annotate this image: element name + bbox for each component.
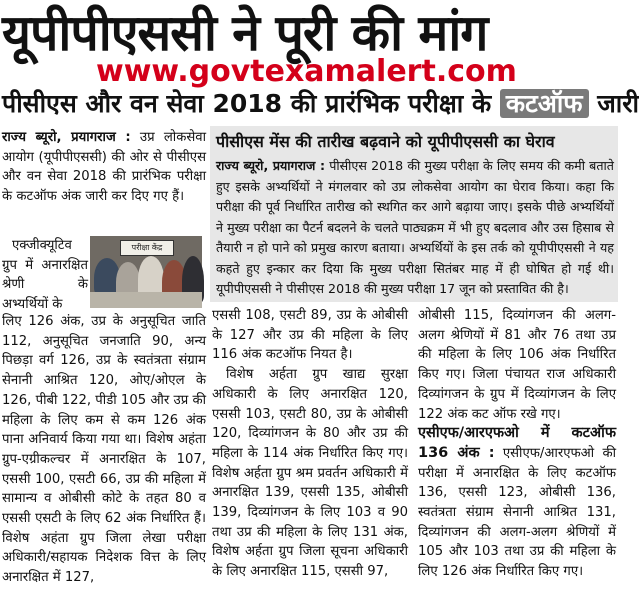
intro-text: उप्र लोकसेवा आयोग (यूपीपीएससी) की ओर से पीसीएस और वन सेवा 2018 की प्रारंभिक परीक्षा के कटऑफ अंक जारी कर दिए गए हैं। bbox=[2, 130, 206, 205]
wrap-text: एक्जीक्यूटिव ग्रुप में अनारक्षित श्रेणी के अभ्यर्थियों के bbox=[2, 238, 88, 313]
column-2-para-2: विशेष अर्हता ग्रुप खाद्य सुरक्षा अधिकारी के लिए अनारक्षित 120, एससी 103, एसटी 80, उप्र के ओबीसी 120, दिव्यांगजन के 80 और उप्र की महिला के 114 अंक निर्धारित किए गए। विशेष अर्हता ग्रुप श्रम प्रवर्तन अधिकारी में अनारक्षित 139, एससी 135, ओबीसी 139, दिव्यांगजन के लिए 103 व 90 तथा उप्र की महिला के लिए 131 अंक, विशेष अर्हता ग्रुप जिला सूचना अधिकारी के लिए अनारक्षित 115, एससी 97, bbox=[212, 367, 408, 580]
dateline: राज्य ब्यूरो, प्रयागराज : bbox=[2, 130, 131, 145]
news-photo bbox=[90, 236, 202, 308]
column-2-para-1: एससी 108, एसटी 89, उप्र के ओबीसी के 127 और उप्र की महिला के लिए 116 अंक कटऑफ नियत है। bbox=[212, 308, 408, 363]
column-1-body bbox=[2, 312, 206, 599]
subhead-end: जारी bbox=[588, 89, 639, 118]
sidebar-story-box bbox=[210, 126, 618, 302]
column-3-lead: एसीएफ/आरएफओ में कटऑफ 136 अंक : bbox=[418, 425, 616, 461]
column-1-text: लिए 126 अंक, उप्र के अनुसूचित जाति 112, अनुसूचित जनजाति 90, अन्य पिछड़ा वर्ग 126, उप्र के स्वतंत्रता संग्राम सेनानी आश्रित 120, ओए/ओएल के 126, पीबी 122, पीडी 105 और उप्र की महिला के लिए कम से कम 126 अंक पाना अनिवार्य किया गया था। विशेष अहंता ग्रुप-एग्रीकल्चर में अनारक्षित के 107, एससी 100, एसटी 66, उप्र की महिला में सामान्य व ओबीसी कोटे के तहत 80 व एससी एसटी के लिए 62 अंक निर्धारित हैं। विशेष अहंता ग्रुप जिला लेखा परीक्षा अधिकारी/सहायक निदेशक वित्त के लिए अनारक्षित में 127, bbox=[2, 314, 206, 586]
subhead-highlight: कटऑफ bbox=[500, 89, 589, 118]
watermark: www.govtexamalert.com bbox=[96, 54, 517, 89]
photo-sign: परीक्षा केंद्र bbox=[120, 240, 174, 256]
box-text: पीसीएस 2018 की मुख्य परीक्षा के लिए समय की कमी बताते हुए इसके अभ्यर्थियों ने मंगलवार को उप्र लोकसेवा आयोग का घेराव किया। कहा कि परीक्षा की पूर्व निर्धारित तारीख को स्थगित कर आगे बढ़ाया जाए। इसके पीछे अभ्यर्थियों ने मुख्य परीक्षा का पैटर्न बदलने के चलते पाठ्यक्रम में भी हुए बदलाव और उस हिसाब से तैयारी न हो पाने को प्रमुख कारण बताया। अभ्यर्थियों के इस तर्क को यूपीपीएससी ने यह कहते हुए इन्कार कर दिया कि मुख्य परीक्षा सितंबर माह में ही घोषित हो गई थी। यूपीपीएससी ने पीसीएस 2018 की मुख्य परीक्षा 17 जून को प्रस्तावित की है। bbox=[216, 158, 614, 296]
column-3-para-2: एसीएफ/आरएफओ की परीक्षा में अनारक्षित के लिए कटऑफ 136, एससी 123, ओबीसी 136, स्वतंत्रता संग्राम सेनानी आश्रित 131, दिव्यांगजन की अलग-अलग श्रेणियों में 105 और 103 तथा उप्र की महिला के लिए 126 अंक निर्धारित किए गए। bbox=[418, 445, 616, 580]
column-1-wrap bbox=[2, 236, 88, 312]
box-body bbox=[216, 156, 614, 302]
box-title: पीसीएस मेंस की तारीख बढ़वाने को यूपीपीएससी का घेराव bbox=[216, 132, 555, 151]
box-dateline: राज्य ब्यूरो, प्रयागराज : bbox=[216, 158, 326, 173]
subhead-text: पीसीएस और वन सेवा 2018 की प्रारंभिक परीक्षा के bbox=[2, 89, 500, 118]
subheadline bbox=[2, 84, 639, 124]
headline: यूपीपीएससी ने पूरी की मांग bbox=[2, 4, 488, 62]
column-2 bbox=[212, 306, 408, 599]
column-1-intro bbox=[2, 128, 206, 232]
column-3 bbox=[418, 306, 616, 599]
column-3-para-1: ओबीसी 115, दिव्यांगजन की अलग-अलग श्रेणियों में 81 और 76 तथा उप्र की महिला के लिए 106 अंक निर्धारित किए गए। जिला पंचायत राज अधिकारी दिव्यांगजन के ग्रुप में दिव्यांगजन के लिए 122 अंक कट ऑफ रखे गए। bbox=[418, 308, 616, 422]
